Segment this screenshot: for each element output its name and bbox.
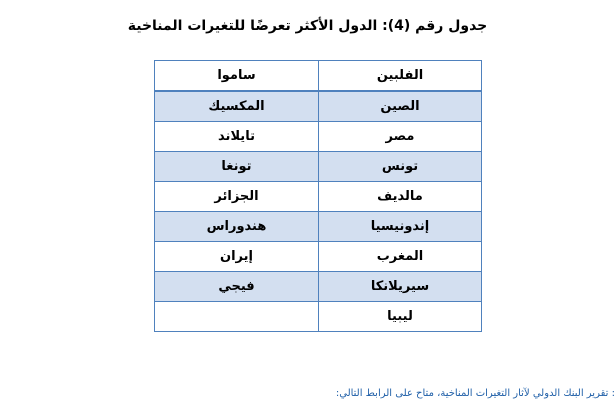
table-row bbox=[155, 122, 482, 152]
table-cell: الجزائر bbox=[155, 182, 319, 212]
table-row bbox=[155, 91, 482, 122]
source-note: : تقرير البنك الدولي لآثار التغيرات المناخية، متاح على الرابط التالي: bbox=[335, 388, 615, 399]
table-cell: تايلاند bbox=[155, 122, 319, 152]
table-row bbox=[155, 272, 482, 302]
table-cell: تونس bbox=[319, 152, 482, 182]
table-row bbox=[155, 61, 482, 92]
table-cell: الصين bbox=[319, 91, 482, 122]
table-cell: المكسيك bbox=[155, 91, 319, 122]
table-cell: ليبيا bbox=[319, 302, 482, 332]
table-cell: تونغا bbox=[155, 152, 319, 182]
table-cell: فيجي bbox=[155, 272, 319, 302]
table-row bbox=[155, 242, 482, 272]
table-cell: سيريلانكا bbox=[319, 272, 482, 302]
table-cell: المغرب bbox=[319, 242, 482, 272]
table-row bbox=[155, 182, 482, 212]
table-cell bbox=[155, 302, 319, 332]
table-cell: إندونيسيا bbox=[319, 212, 482, 242]
table-cell: مصر bbox=[319, 122, 482, 152]
table-cell: مالديف bbox=[319, 182, 482, 212]
table-cell: الفلبين bbox=[319, 61, 482, 92]
countries-table bbox=[154, 60, 482, 332]
table-cell: إيران bbox=[155, 242, 319, 272]
table-cell: ساموا bbox=[155, 61, 319, 92]
table-caption: جدول رقم (4): الدول الأكثر تعرضًا للتغيرات المناخية bbox=[127, 18, 488, 34]
table-row bbox=[155, 212, 482, 242]
table-row bbox=[155, 302, 482, 332]
table-row bbox=[155, 152, 482, 182]
table-cell: هندوراس bbox=[155, 212, 319, 242]
